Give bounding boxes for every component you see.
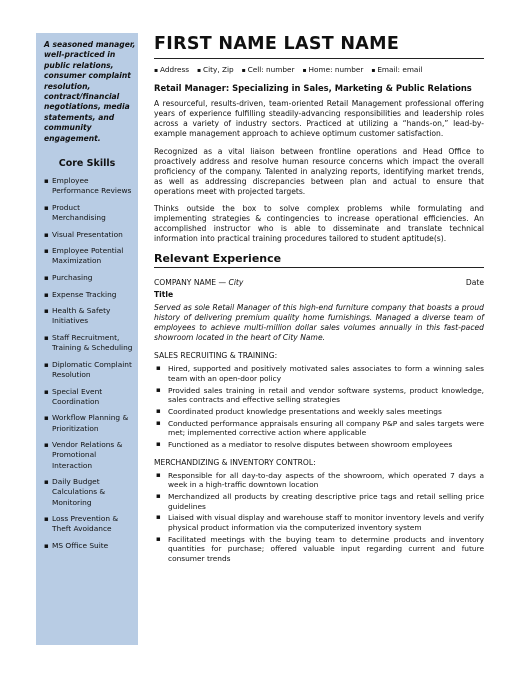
job-date: Date xyxy=(465,278,484,288)
contact-cell: ▪ Cell: number xyxy=(242,65,295,74)
sidebar-summary: A seasoned manager, well-practiced in public relations, consumer complaint resolution, contract/financial negotiations, media statements, and community engagement. xyxy=(44,40,136,143)
bullet-item: ▪ Responsible for all day-to-day aspects of the showroom, which operated 7 days a week in a high-traffic downtown location xyxy=(154,471,484,490)
bullet-item: ▪ Merchandized all products by creating descriptive price tags and retail selling price guidelines xyxy=(154,492,484,511)
skill-item: ▪ MS Office Suite xyxy=(44,541,136,551)
profile-paragraph: Thinks outside the box to solve complex problems while formulating and implementing strategies & contingencies to increase operational efficiencies. An accomplished instructor who is able to disseminate and translate technical information into practical training procedures tailored to student aptitude(s). xyxy=(154,204,484,244)
skill-item: ▪ Health & Safety Initiatives xyxy=(44,306,136,326)
profile-paragraph: Recognized as a vital liaison between frontline operations and Head Office to proactively address and resolve human resource concerns which impact the overall proficiency of the company. Talented in analyzing reports, identifying market trends, as well as addressing discrepancies between plan and actual to ensure that operations meet with projected targets. xyxy=(154,146,484,196)
bullet-item: ▪ Hired, supported and positively motivated sales associates to form a winning sales team with an open-door policy xyxy=(154,364,484,383)
skill-item: ▪ Product Merchandising xyxy=(44,203,136,223)
skill-item: ▪ Special Event Coordination xyxy=(44,387,136,407)
company-line xyxy=(154,278,243,287)
skill-item: ▪ Employee Potential Maximization xyxy=(44,246,136,266)
job-summary: Served as sole Retail Manager of this high-end furniture company that boasts a proud history of delivering premium quality home furnishings. Managed a diverse team of employees to achieve multi-million dollar sales volumes annually in this fast-paced showroom located in the heart of City Name. xyxy=(154,303,484,343)
skill-item: ▪ Loss Prevention & Theft Avoidance xyxy=(44,514,136,534)
experience-heading: Relevant Experience xyxy=(154,252,484,268)
skill-item: ▪ Staff Recruitment, Training & Scheduling xyxy=(44,333,136,353)
contact-address: ▪ Address xyxy=(154,65,189,74)
company-name: COMPANY NAME — xyxy=(154,278,227,288)
skill-item: ▪ Expense Tracking xyxy=(44,290,136,300)
bullet-item: ▪ Functioned as a mediator to resolve disputes between showroom employees xyxy=(154,440,484,450)
bullet-item: ▪ Coordinated product knowledge presentations and weekly sales meetings xyxy=(154,407,484,417)
professional-headline: Retail Manager: Specializing in Sales, Marketing & Public Relations xyxy=(154,83,472,93)
header-divider xyxy=(154,58,484,59)
bullet-item: ▪ Provided sales training in retail and vendor software systems, product knowledge, sales contracts and effective selling strategies xyxy=(154,386,484,405)
contact-city: ▪ City, Zip xyxy=(197,65,234,74)
subsection-heading: SALES RECRUITING & TRAINING: xyxy=(154,351,278,361)
bullet-item: ▪ Liaised with visual display and warehouse staff to monitor inventory levels and verify physical product information via the computerized inventory system xyxy=(154,513,484,532)
contact-email: ▪ Email: email xyxy=(371,65,422,74)
skill-item: ▪ Vendor Relations & Promotional Interaction xyxy=(44,440,136,471)
bullet-item: ▪ Facilitated meetings with the buying team to determine products and inventory quantities for purchase; offered valuable input regarding current and future consumer trends xyxy=(154,535,484,564)
company-city: City xyxy=(228,278,244,288)
bullet-item: ▪ Conducted performance appraisals ensuring all company P&P and sales targets were met; implemented corrective action where applicable xyxy=(154,419,484,438)
job-title: Title xyxy=(154,290,174,300)
skill-item: ▪ Daily Budget Calculations & Monitoring xyxy=(44,477,136,508)
candidate-name: FIRST NAME LAST NAME xyxy=(154,34,400,54)
skill-item: ▪ Visual Presentation xyxy=(44,230,136,240)
contact-home: ▪ Home: number xyxy=(303,65,364,74)
core-skills-title: Core Skills xyxy=(58,158,116,169)
skill-item: ▪ Diplomatic Complaint Resolution xyxy=(44,360,136,380)
main-content xyxy=(154,33,484,566)
skill-item: ▪ Employee Performance Reviews xyxy=(44,176,136,196)
bullet-list xyxy=(154,364,484,450)
bullet-list xyxy=(154,471,484,564)
job-header xyxy=(154,278,484,287)
skill-item: ▪ Workflow Planning & Prioritization xyxy=(44,413,136,433)
core-skills-list xyxy=(44,176,136,558)
skill-item: ▪ Purchasing xyxy=(44,273,136,283)
profile-paragraph: A resourceful, results-driven, team-oriented Retail Management professional offering years of experience fulfilling steadily-advancing responsibilities and leadership roles across a variety of industry sectors. Practiced at utilizing a “hands-on,” lead-by-example management approach to achieve optimum customer satisfaction. xyxy=(154,99,484,138)
contact-line xyxy=(154,65,484,74)
subsection-heading: MERCHANDIZING & INVENTORY CONTROL: xyxy=(154,457,316,467)
